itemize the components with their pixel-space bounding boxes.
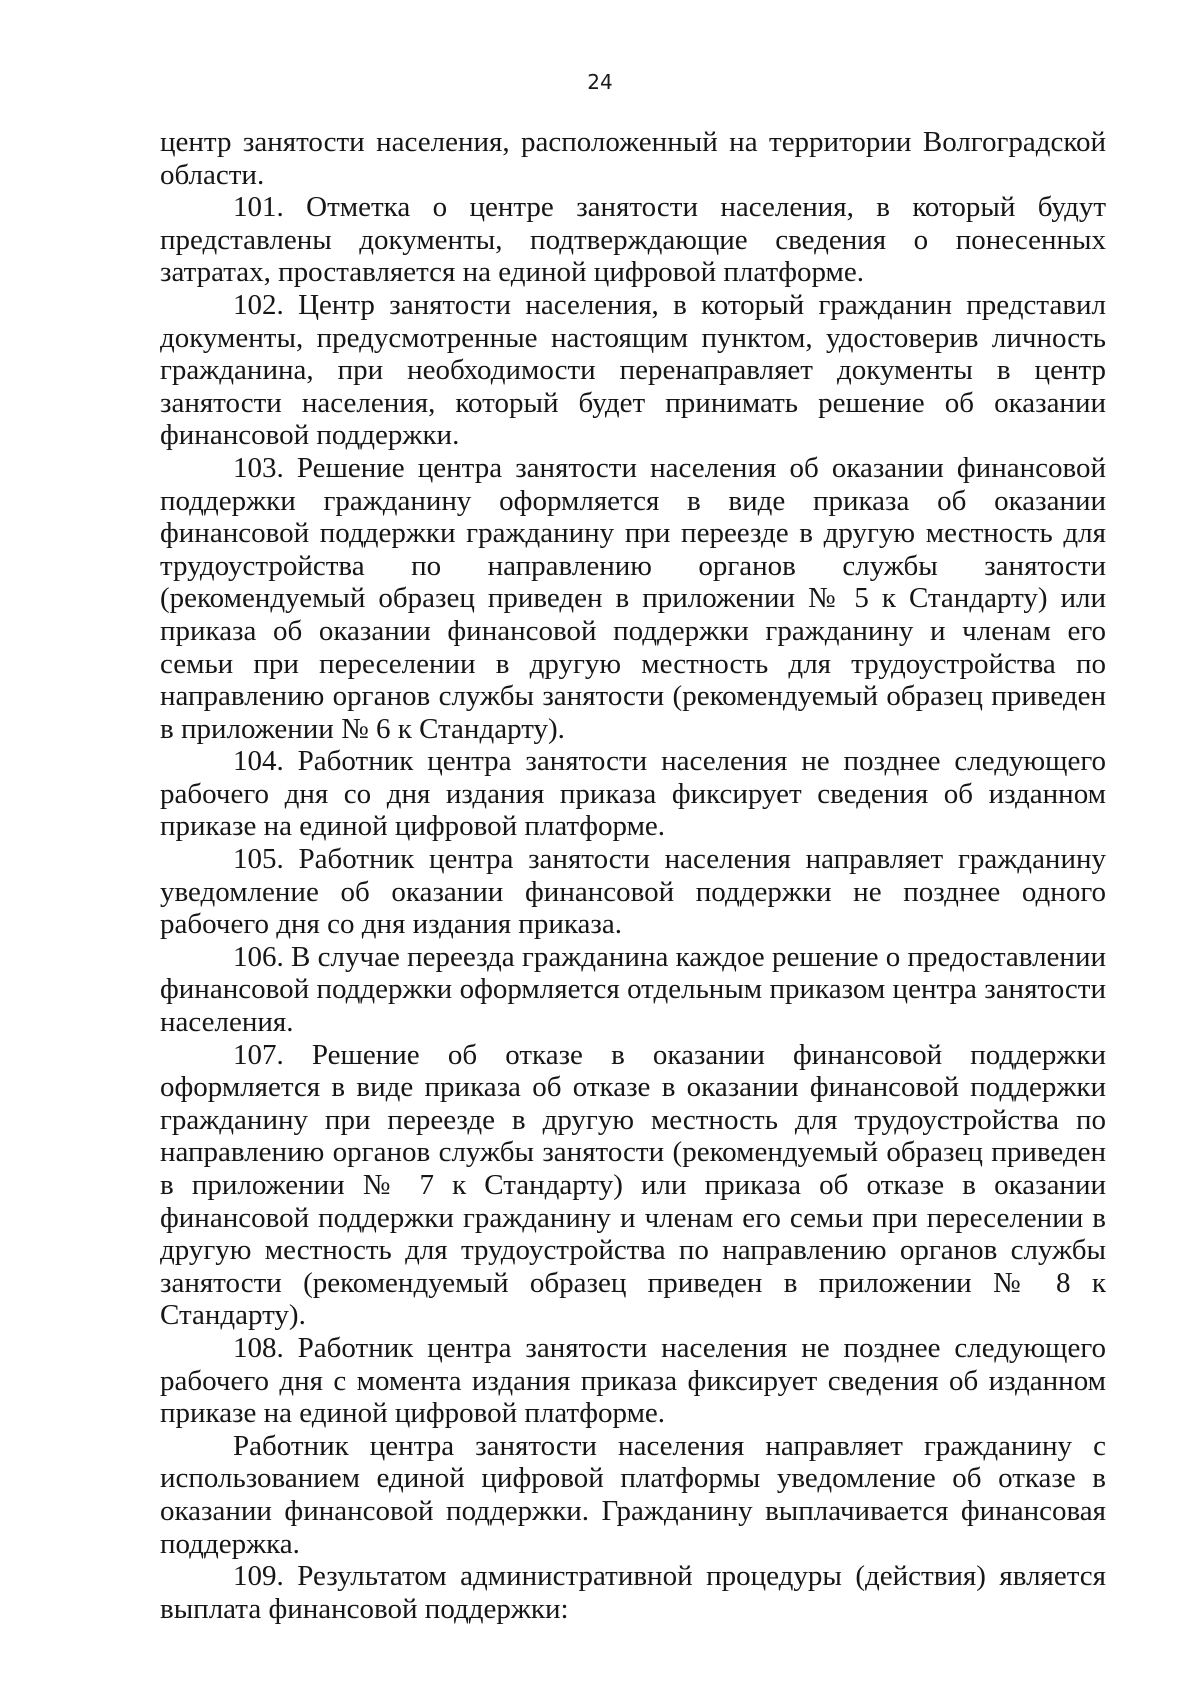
paragraph-108: 108. Работник центра занятости населения не позднее следующего рабочего дня с момента издания приказа фиксирует сведения об изданном приказе на единой цифровой платформе. [160, 1331, 1106, 1430]
paragraph-106: 106. В случае переезда гражданина каждое решение о предоставлении финансовой поддержки оформляется отдельным приказом центра занятости населения. [160, 940, 1106, 1039]
paragraph-103: 103. Решение центра занятости населения об оказании финансовой поддержки гражданину оформляется в виде приказа об оказании финансовой поддержки гражданину при переезде в другую местность для трудоустройства по направлению органов службы занятости (рекомендуемый образец приведен в приложении № 5 к Стандарту) или приказа об оказании финансовой поддержки гражданину и членам его семьи при переселении в другую местность для трудоустройства по направлению органов службы занятости (рекомендуемый образец приведен в приложении № 6 к Стандарту). [160, 451, 1106, 745]
paragraph-108-notice: Работник центра занятости населения направляет гражданину с использованием единой цифровой платформы уведомление об отказе в оказании финансовой поддержки. Гражданину выплачивается финансовая поддержка. [160, 1429, 1106, 1560]
paragraph-101: 101. Отметка о центре занятости населения, в который будут представлены документы, подтверждающие сведения о понесенных затратах, проставляется на единой цифровой платформе. [160, 191, 1106, 289]
paragraph-107: 107. Решение об отказе в оказании финансовой поддержки оформляется в виде приказа об отказе в оказании финансовой поддержки гражданину при переезде в другую местность для трудоустройства по направлению органов службы занятости (рекомендуемый образец приведен в приложении № 7 к Стандарту) или приказа об отказе в оказании финансовой поддержки гражданину и членам его семьи при переселении в другую местность для трудоустройства по направлению органов службы занятости (рекомендуемый образец приведен в приложении № 8 к Стандарту). [160, 1038, 1106, 1332]
document-body [160, 126, 1106, 1625]
paragraph-104: 104. Работник центра занятости населения не позднее следующего рабочего дня со дня издания приказа фиксирует сведения об изданном приказе на единой цифровой платформе. [160, 745, 1106, 843]
paragraph-continuation: центр занятости населения, расположенный на территории Волгоградской области. [160, 126, 1106, 191]
paragraph-102: 102. Центр занятости населения, в который гражданин представил документы, предусмотренные настоящим пунктом, удостоверив личность гражданина, при необходимости перенаправляет документы в центр занятости населения, который будет принимать решение об оказании финансовой поддержки. [160, 288, 1106, 452]
paragraph-109: 109. Результатом административной процедуры (действия) является выплата финансовой поддержки: [160, 1560, 1106, 1625]
paragraph-105: 105. Работник центра занятости населения направляет гражданину уведомление об оказании финансовой поддержки не позднее одного рабочего дня со дня издания приказа. [160, 843, 1106, 941]
page-number: 24 [587, 70, 613, 94]
